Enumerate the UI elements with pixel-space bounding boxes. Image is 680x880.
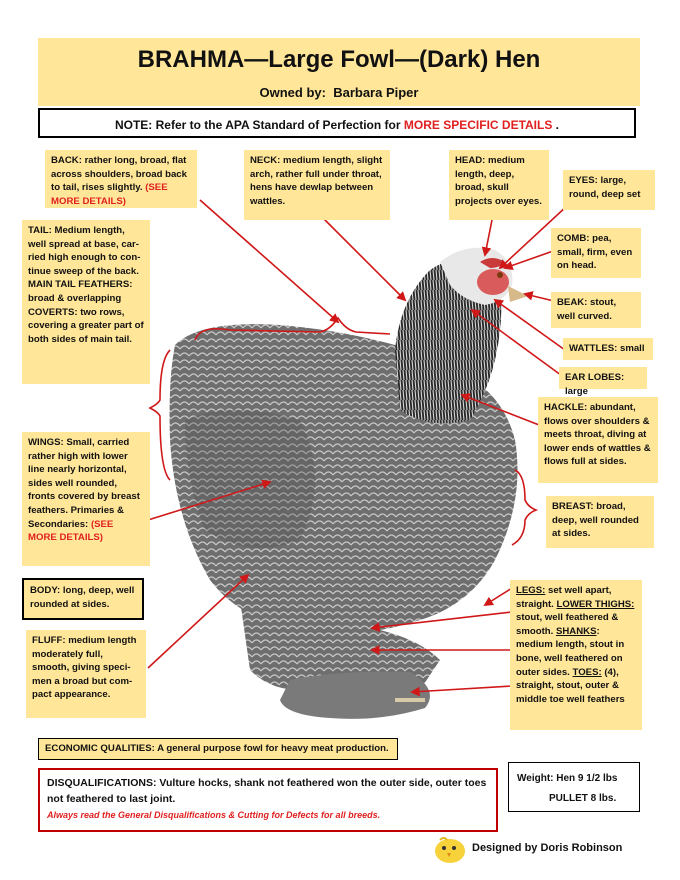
label-comb: COMB: pea, small, firm, even on head. <box>551 228 641 278</box>
label-body: BODY: long, deep, well rounded at sides. <box>22 578 144 620</box>
owner-line <box>38 85 640 100</box>
shanks-text: : medium length, stout in bone, well feathered on outer sides. <box>516 625 625 678</box>
wings-more-link[interactable]: (SEE MORE DETAILS) <box>28 518 114 544</box>
legs-heading: LEGS: <box>516 585 546 596</box>
hen-face <box>477 269 509 295</box>
economic-qualities: ECONOMIC QUALITIES: A general purpose fowl for heavy meat production. <box>38 738 398 760</box>
note-text: NOTE: Refer to the APA Standard of Perfection for <box>114 118 404 132</box>
tail-bracket <box>150 350 170 480</box>
label-neck: NECK: medium length, slight arch, rather full under throat, hens have dewlap between wattles. <box>244 150 390 220</box>
disqualifications-box <box>38 768 498 832</box>
label-wattles: WATTLES: small <box>563 338 653 360</box>
label-fluff: FLUFF: medium length moderately full, smooth, giving speci-men a broad but com-pact appearance. <box>26 630 146 718</box>
toes-heading: TOES: <box>572 666 602 678</box>
label-head: HEAD: medium length, deep, broad, skull projects over eyes. <box>449 150 549 220</box>
fluff-arrow <box>148 575 248 668</box>
label-breast: BREAST: broad, deep, well rounded at sides. <box>546 496 654 548</box>
note-end: . <box>552 118 560 132</box>
designer-credit: Designed by Doris Robinson <box>472 842 623 854</box>
label-eyes: EYES: large, round, deep set <box>563 170 655 210</box>
label-legs <box>510 580 642 730</box>
hen-wing <box>185 410 315 548</box>
hen-feet <box>280 672 430 719</box>
label-ear-lobes: EAR LOBES: large <box>559 367 647 389</box>
note-box <box>38 108 636 138</box>
disqualifications-note: Always read the General Disqualifications & Cutting for Defects for all breeds. <box>47 810 381 820</box>
label-tail: TAIL: Medium length, well spread at base, car-ried high enough to con-tinue sweep of the back. MAIN TAIL FEATHERS: broad & overlapping COVERTS: two rows, covering a greater part of both sides of main tail. <box>22 220 150 384</box>
comb-arrow <box>505 250 556 268</box>
wings-text: WINGS: Small, carried rather high with lower line nearly horizontal, sides well rounded, fronts covered by breast feathers. Primaries & Secondaries: <box>28 437 140 530</box>
chick-icon <box>432 834 468 864</box>
toes-text: (4), straight, stout, outer & middle toe well feathers <box>516 666 625 705</box>
label-beak: BEAK: stout, well curved. <box>551 292 641 328</box>
weight-pullet: PULLET 8 lbs. <box>549 793 617 804</box>
thighs-heading: LOWER THIGHS: <box>556 598 635 610</box>
back-more-link[interactable]: (SEE MORE DETAILS) <box>51 182 168 207</box>
label-back <box>45 150 197 208</box>
title-banner <box>38 38 640 106</box>
disqualifications-text: DISQUALIFICATIONS: Vulture hocks, shank not feathered won the outer side, outer toes not feathered to last joint. <box>47 777 487 805</box>
weight-hen: Weight: Hen 9 1/2 lbs <box>517 773 618 784</box>
owner-label: Owned by: <box>259 85 326 100</box>
page-title: BRAHMA—Large Fowl—(Dark) Hen <box>137 46 541 73</box>
back-text: BACK: rather long, broad, flat across shoulders, broad back to tail, rises slightly. <box>51 155 187 194</box>
neck-arrow <box>320 215 405 300</box>
weight-box <box>508 762 640 812</box>
legs-text: set well apart, straight. <box>516 585 612 610</box>
shanks-heading: SHANKS <box>555 625 597 637</box>
label-wings <box>22 432 150 566</box>
thighs-text: stout, well feathered & smooth. <box>516 612 619 637</box>
legs-arrow <box>485 588 512 605</box>
owner-name: Barbara Piper <box>333 85 419 100</box>
note-details-link[interactable]: MORE SPECIFIC DETAILS <box>403 118 553 132</box>
label-hackle: HACKLE: abundant, flows over shoulders & meets throat, diving at lower ends of wattles & flows full at sides. <box>538 397 658 483</box>
hen-eye <box>497 272 503 278</box>
